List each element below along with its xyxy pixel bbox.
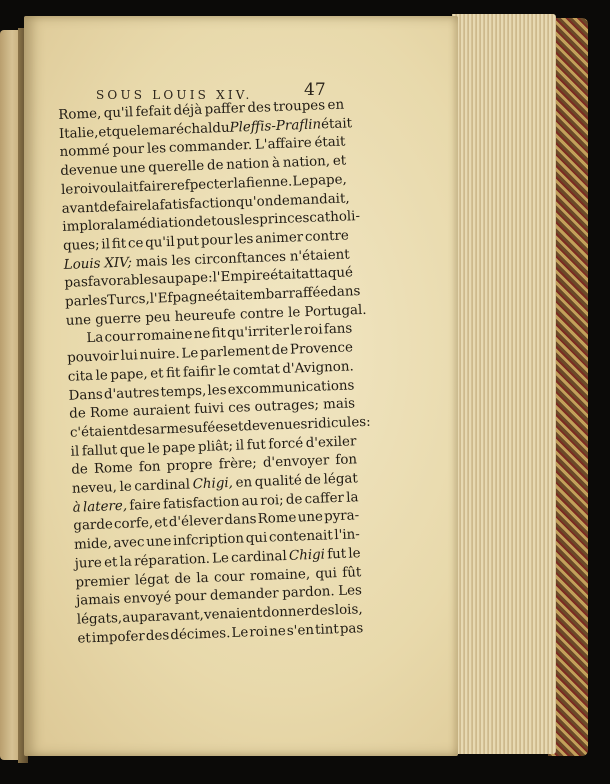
text-line: nommé pour les commander. L'affaire était xyxy=(59,134,346,161)
text-line: neveu, le cardinal Chigi, en qualité de légat xyxy=(71,471,359,497)
text-line: une guerre peu heureufe contre le Portugal. xyxy=(65,302,367,329)
text-line: et impofer des décimes. Le roi ne s'en tint pas xyxy=(77,620,364,647)
text-line: pouvoir lui nuire. Le parlement de Provence xyxy=(66,340,354,366)
text-line: de Rome fon propre frère; d'envoyer fon xyxy=(71,452,358,479)
text-line: premier légat de la cour romaine, qui fût xyxy=(75,564,362,591)
text-line: Dans d'autres temps, les excommunications xyxy=(68,377,355,404)
text-line: mide, avec une infcription qui contenait l'in- xyxy=(73,527,361,553)
text-line: légats, auparavant, venaient donner des lois, xyxy=(76,602,363,628)
text-line: c'étaient des armes ufées et devenues ridicules: xyxy=(69,414,371,441)
text-line: Rome, qu'il fefait déjà paffer des troupes en xyxy=(58,97,345,123)
text-line: le roi voulait faire refpecter la fienne. Le pape, xyxy=(60,172,348,198)
text-line: devenue une querelle de nation à nation, et xyxy=(60,153,347,180)
text-line: il fallut que le pape pliât; il fut forcé d'exiler xyxy=(70,433,357,460)
text-line: pas favorables au pape: l'Empire était attaqué xyxy=(64,265,354,292)
text-line: par les Turcs, l'Efpagne était embarraffée dans xyxy=(64,284,361,310)
text-line: jamais envoyé pour demander pardon. Les xyxy=(75,583,363,609)
text-line: La cour romaine ne fit qu'irriter le roi fans xyxy=(86,321,353,347)
text-line: implora la médiation de tous les princes catholi- xyxy=(62,209,361,236)
text-line: jure et la réparation. Le cardinal Chigi fut le xyxy=(74,546,361,572)
body-text xyxy=(58,97,371,650)
text-line: Italie, et que le maréchal du Pleffis-Praflin était xyxy=(58,115,353,142)
text-line: garde corfe, et d'élever dans Rome une pyra- xyxy=(73,508,360,535)
text-line: ques; il fit ce qu'il put pour les animer contre xyxy=(62,228,350,254)
running-head: SOUS LOUIS XIV. xyxy=(96,88,253,102)
page-number: 47 xyxy=(304,80,326,100)
text-line: de Rome auraient fuivi ces outrages; mais xyxy=(69,396,356,423)
text-line: à latere, faire fatisfaction au roi; de caffer la xyxy=(72,490,359,516)
page-stack-edges xyxy=(452,14,556,754)
text-line: Louis XIV; mais les circonftances n'étaient xyxy=(63,247,350,273)
text-line: cita le pape, et fit faifir le comtat d'Avignon. xyxy=(67,359,354,385)
text-line: avant de faire la fatisfaction qu'on demandait, xyxy=(61,190,350,217)
